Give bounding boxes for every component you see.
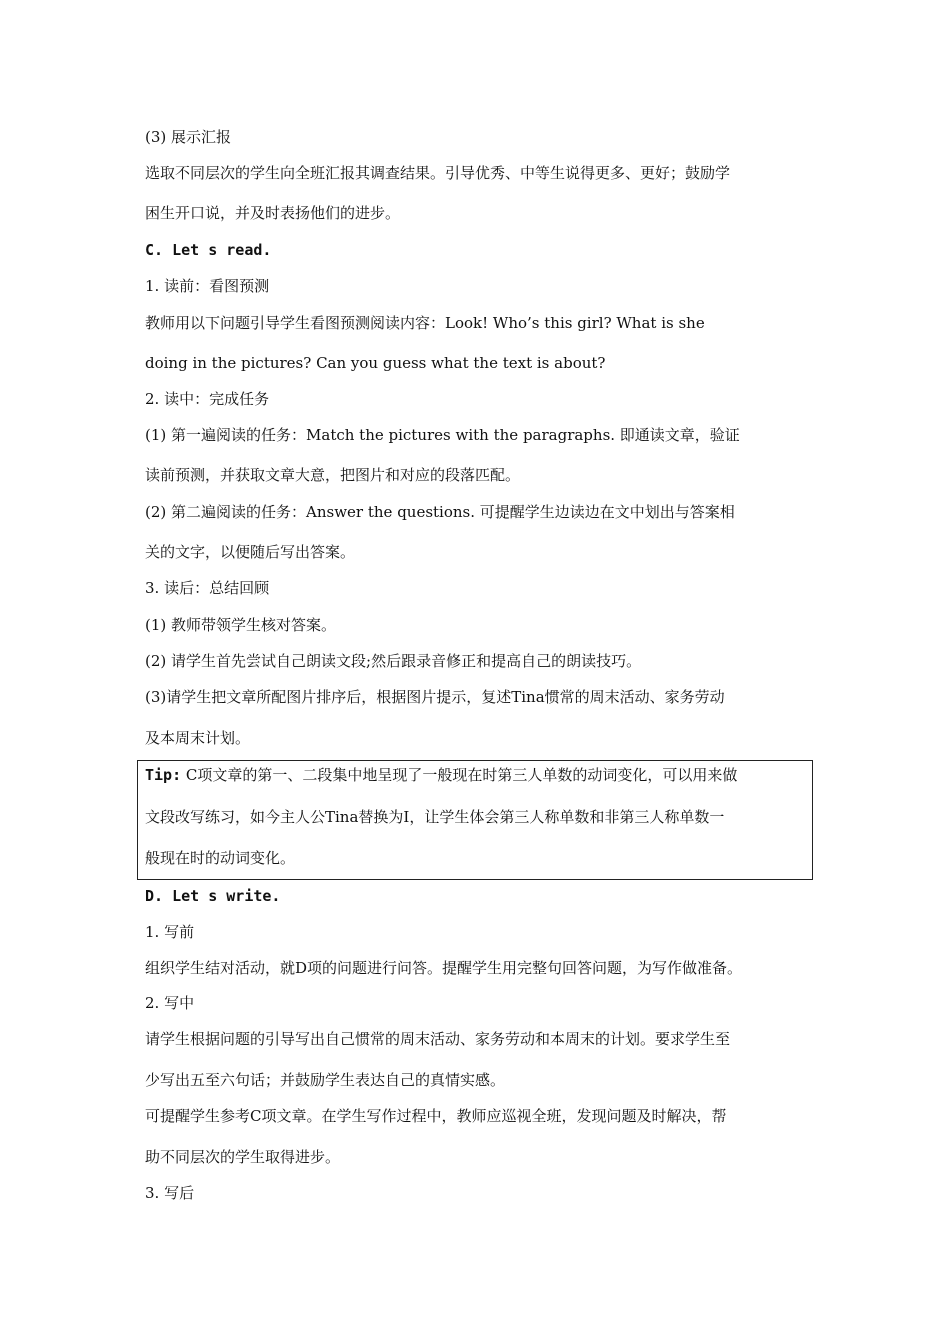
pre-writing-title: 1. 写前 bbox=[145, 923, 195, 941]
section-3-title: (3) 展示汇报 bbox=[145, 128, 232, 146]
post-reading-item: (2) 请学生首先尝试自己朗读文段;然后跟录音修正和提高自己的朗读技巧。 bbox=[145, 652, 642, 670]
post-writing-title: 3. 写后 bbox=[145, 1184, 195, 1202]
paragraph-line: 请学生根据问题的引导写出自己惯常的周末活动、家务劳动和本周末的计划。要求学生至 bbox=[145, 1030, 731, 1048]
while-reading-title: 2. 读中：完成任务 bbox=[145, 390, 270, 408]
section-c-heading: C. Let s read. bbox=[145, 241, 272, 259]
tip-text: C项文章的第一、二段集中地呈现了一般现在时第三人单数的动词变化，可以用来做 bbox=[185, 766, 738, 784]
paragraph-line: 可提醒学生参考C项文章。在学生写作过程中，教师应巡视全班，发现问题及时解决，帮 bbox=[145, 1107, 727, 1125]
tip-line-2: 文段改写练习，如今主人公Tina替换为I，让学生体会第三人称单数和非第三人称单数一 bbox=[145, 808, 725, 826]
paragraph-line: 教师用以下问题引导学生看图预测阅读内容：Look! Who’s this girl? What is she bbox=[145, 314, 705, 332]
section-d-heading: D. Let s write. bbox=[145, 887, 281, 905]
pre-reading-title: 1. 读前：看图预测 bbox=[145, 277, 270, 295]
tip-line-3: 般现在时的动词变化。 bbox=[145, 849, 296, 867]
post-reading-item: (1) 教师带领学生核对答案。 bbox=[145, 616, 337, 634]
paragraph-line: 少写出五至六句话；并鼓励学生表达自己的真情实感。 bbox=[145, 1071, 506, 1089]
tip-box bbox=[137, 760, 813, 880]
post-reading-item: 及本周末计划。 bbox=[145, 729, 251, 747]
paragraph-line: 困生开口说，并及时表扬他们的进步。 bbox=[145, 204, 401, 222]
while-writing-title: 2. 写中 bbox=[145, 994, 195, 1012]
paragraph-line: 组织学生结对活动，就D项的问题进行问答。提醒学生用完整句回答问题，为写作做准备。 bbox=[145, 959, 743, 977]
post-reading-title: 3. 读后：总结回顾 bbox=[145, 579, 270, 597]
paragraph-line: doing in the pictures? Can you guess what the text is about? bbox=[145, 354, 606, 372]
paragraph-line: 选取不同层次的学生向全班汇报其调查结果。引导优秀、中等生说得更多、更好；鼓励学 bbox=[145, 164, 731, 182]
paragraph-line: 助不同层次的学生取得进步。 bbox=[145, 1148, 341, 1166]
tip-line-1 bbox=[145, 765, 737, 785]
tip-label: Tip: bbox=[145, 766, 182, 784]
task-2-line: 关的文字，以便随后写出答案。 bbox=[145, 543, 356, 561]
task-1-line: 读前预测，并获取文章大意，把图片和对应的段落匹配。 bbox=[145, 466, 521, 484]
task-1-line: (1) 第一遍阅读的任务：Match the pictures with the paragraphs. 即通读文章，验证 bbox=[145, 426, 740, 444]
task-2-line: (2) 第二遍阅读的任务：Answer the questions. 可提醒学生边读边在文中划出与答案相 bbox=[145, 503, 735, 521]
post-reading-item: (3)请学生把文章所配图片排序后，根据图片提示，复述Tina惯常的周末活动、家务劳动 bbox=[145, 688, 725, 706]
